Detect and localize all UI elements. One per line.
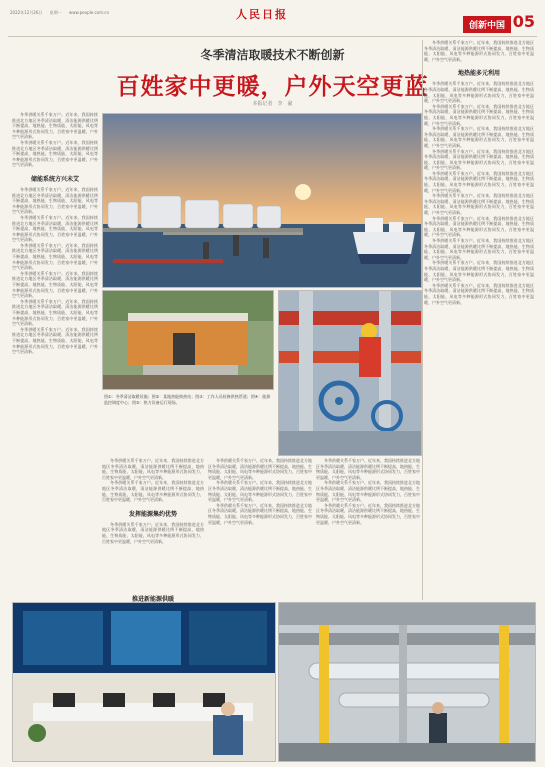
photo-heat-equipment bbox=[278, 602, 536, 762]
paragraph: 冬季供暖关系千家万户。近年来，我国持续推进北方地区冬季清洁取暖，清洁能源供暖比例不断提高，地热能、生物质能、太阳能、风电等多种能源形式协同发力，百姓家中更温暖，户外空气更清新。 bbox=[12, 270, 98, 299]
text-column-right bbox=[424, 40, 534, 598]
paragraph: 冬季供暖关系千家万户。近年来，我国持续推进北方地区冬季清洁取暖，清洁能源供暖比例不断提高，地热能、生物质能、太阳能、风电等多种能源形式协同发力，百姓家中更温暖，户外空气更清新。 bbox=[12, 214, 98, 243]
paragraph: 冬季供暖关系千家万户。近年来，我国持续推进北方地区冬季清洁取暖，清洁能源供暖比例不断提高，地热能、生物质能、太阳能、风电等多种能源形式协同发力，百姓家中更温暖，户外空气更清新。 bbox=[424, 238, 534, 260]
subhead: 地热能多元利用 bbox=[457, 70, 500, 78]
paragraph: 冬季供暖关系千家万户。近年来，我国持续推进北方地区冬季清洁取暖，清洁能源供暖比例不断提高，地热能、生物质能、太阳能、风电等多种能源形式协同发力，百姓家中更温暖，户外空气更清新。 bbox=[208, 458, 312, 480]
website: www.people.com.cn bbox=[68, 10, 110, 15]
paragraph: 冬季供暖关系千家万户。近年来，我国持续推进北方地区冬季清洁取暖，清洁能源供暖比例不断提高，地热能、生物质能、太阳能、风电等多种能源形式协同发力，百姓家中更温暖，户外空气更清新。 bbox=[102, 480, 204, 503]
paragraph: 冬季供暖关系千家万户。近年来，我国持续推进北方地区冬季清洁取暖，清洁能源供暖比例不断提高，地热能、生物质能、太阳能、风电等多种能源形式协同发力，百姓家中更温暖，户外空气更清新。 bbox=[12, 242, 98, 271]
paragraph: 冬季供暖关系千家万户。近年来，我国持续推进北方地区冬季清洁取暖，清洁能源供暖比例不断提高，地热能、生物质能、太阳能、风电等多种能源形式协同发力，百姓家中更温暖，户外空气更清新。 bbox=[208, 480, 312, 503]
paragraph: 冬季供暖关系千家万户。近年来，我国持续推进北方地区冬季清洁取暖，清洁能源供暖比例不断提高，地热能、生物质能、太阳能、风电等多种能源形式协同发力，百姓家中更温暖，户外空气更清新。 bbox=[424, 40, 534, 62]
text-column-1 bbox=[12, 112, 98, 598]
column-divider bbox=[422, 40, 423, 600]
text-column-2 bbox=[102, 458, 204, 598]
paragraph: 冬季供暖关系千家万户。近年来，我国持续推进北方地区冬季清洁取暖，清洁能源供暖比例不断提高，地热能、生物质能、太阳能、风电等多种能源形式协同发力，百姓家中更温暖，户外空气更清新。 bbox=[12, 112, 98, 140]
article-kicker: 冬季清洁取暖技术不断创新 bbox=[200, 48, 345, 62]
dateline bbox=[10, 10, 115, 16]
date: 2022年12月26日 bbox=[10, 10, 43, 15]
paragraph: 冬季供暖关系千家万户。近年来，我国持续推进北方地区冬季清洁取暖，清洁能源供暖比例不断提高，地热能、生物质能、太阳能、风电等多种能源形式协同发力，百姓家中更温暖，户外空气更清新。 bbox=[424, 215, 534, 238]
paragraph: 冬季供暖关系千家万户。近年来，我国持续推进北方地区冬季清洁取暖，清洁能源供暖比例不断提高，地热能、生物质能、太阳能、风电等多种能源形式协同发力，百姓家中更温暖，户外空气更清新。 bbox=[424, 148, 534, 171]
subhead: 推进新能源供暖 bbox=[131, 596, 174, 603]
photo-geothermal-station bbox=[102, 290, 274, 390]
paragraph: 冬季供暖关系千家万户。近年来，我国持续推进北方地区冬季清洁取暖，清洁能源供暖比例不断提高，地热能、生物质能、太阳能、风电等多种能源形式协同发力，百姓家中更温暖，户外空气更清新。 bbox=[12, 326, 98, 355]
paragraph: 冬季供暖关系千家万户。近年来，我国持续推进北方地区冬季清洁取暖，清洁能源供暖比例不断提高，地热能、生物质能、太阳能、风电等多种能源形式协同发力，百姓家中更温暖，户外空气更清新。 bbox=[424, 81, 534, 104]
photo-caption: 图①：冬季清洁取暖设施；图②：某地热能换热站；图③：工作人员检修供热管道；图④：能源监控调度中心；图⑤：热力设备运行现场。 bbox=[104, 394, 271, 405]
subhead: 发挥能源集约优势 bbox=[128, 510, 177, 518]
section-label: 创新中国 bbox=[463, 16, 511, 33]
paragraph: 冬季供暖关系千家万户。近年来，我国持续推进北方地区冬季清洁取暖，清洁能源供暖比例不断提高，地热能、生物质能、太阳能、风电等多种能源形式协同发力，百姓家中更温暖，户外空气更清新。 bbox=[102, 458, 204, 480]
photo-pipe-inspection bbox=[278, 290, 422, 456]
paragraph: 冬季供暖关系千家万户。近年来，我国持续推进北方地区冬季清洁取暖，清洁能源供暖比例不断提高，地热能、生物质能、太阳能、风电等多种能源形式协同发力，百姓家中更温暖，户外空气更清新。 bbox=[12, 186, 98, 215]
paragraph: 冬季供暖关系千家万户。近年来，我国持续推进北方地区冬季清洁取暖，清洁能源供暖比例不断提高，地热能、生物质能、太阳能、风电等多种能源形式协同发力，百姓家中更温暖，户外空气更清新。 bbox=[316, 458, 420, 480]
photo-lng-terminal bbox=[102, 113, 422, 288]
subhead: 储能系统方兴未艾 bbox=[30, 175, 79, 183]
paragraph: 冬季供暖关系千家万户。近年来，我国持续推进北方地区冬季清洁取暖，清洁能源供暖比例不断提高，地热能、生物质能、太阳能、风电等多种能源形式协同发力，百姓家中更温暖，户外空气更清新。 bbox=[12, 298, 98, 327]
text-column-4 bbox=[316, 458, 420, 598]
article-byline: 本报记者 李 豪 bbox=[252, 101, 293, 107]
paragraph: 冬季供暖关系千家万户。近年来，我国持续推进北方地区冬季清洁取暖，清洁能源供暖比例不断提高，地热能、生物质能、太阳能、风电等多种能源形式协同发力，百姓家中更温暖，户外空气更清新。 bbox=[102, 521, 204, 544]
page-number: 05 bbox=[512, 12, 535, 31]
paragraph: 冬季供暖关系千家万户。近年来，我国持续推进北方地区冬季清洁取暖，清洁能源供暖比例不断提高，地热能、生物质能、太阳能、风电等多种能源形式协同发力，百姓家中更温暖，户外空气更清新。 bbox=[424, 126, 534, 148]
masthead-logo: 人民日报 bbox=[236, 8, 288, 21]
text-column-3 bbox=[208, 458, 312, 598]
paragraph: 冬季供暖关系千家万户。近年来，我国持续推进北方地区冬季清洁取暖，清洁能源供暖比例不断提高，地热能、生物质能、太阳能、风电等多种能源形式协同发力，百姓家中更温暖，户外空气更清新。 bbox=[316, 502, 420, 525]
article-headline: 百姓家中更暖，户外天空更蓝 bbox=[116, 73, 429, 100]
paragraph: 冬季供暖关系千家万户。近年来，我国持续推进北方地区冬季清洁取暖，清洁能源供暖比例不断提高，地热能、生物质能、太阳能、风电等多种能源形式协同发力，百姓家中更温暖，户外空气更清新。 bbox=[208, 502, 312, 525]
paragraph: 冬季供暖关系千家万户。近年来，我国持续推进北方地区冬季清洁取暖，清洁能源供暖比例不断提高，地热能、生物质能、太阳能、风电等多种能源形式协同发力，百姓家中更温暖，户外空气更清新。 bbox=[424, 282, 534, 305]
paragraph: 冬季供暖关系千家万户。近年来，我国持续推进北方地区冬季清洁取暖，清洁能源供暖比例不断提高，地热能、生物质能、太阳能、风电等多种能源形式协同发力，百姓家中更温暖，户外空气更清新。 bbox=[424, 170, 534, 193]
photo-control-center bbox=[12, 602, 276, 762]
paragraph: 冬季供暖关系千家万户。近年来，我国持续推进北方地区冬季清洁取暖，清洁能源供暖比例不断提高，地热能、生物质能、太阳能、风电等多种能源形式协同发力，百姓家中更温暖，户外空气更清新。 bbox=[424, 260, 534, 283]
paragraph: 冬季供暖关系千家万户。近年来，我国持续推进北方地区冬季清洁取暖，清洁能源供暖比例不断提高，地热能、生物质能、太阳能、风电等多种能源形式协同发力，百姓家中更温暖，户外空气更清新。 bbox=[316, 480, 420, 503]
weekday: 星期一 bbox=[49, 10, 62, 15]
paragraph: 冬季供暖关系千家万户。近年来，我国持续推进北方地区冬季清洁取暖，清洁能源供暖比例不断提高，地热能、生物质能、太阳能、风电等多种能源形式协同发力，百姓家中更温暖，户外空气更清新。 bbox=[12, 139, 98, 168]
page-header bbox=[8, 6, 537, 37]
paragraph: 冬季供暖关系千家万户。近年来，我国持续推进北方地区冬季清洁取暖，清洁能源供暖比例不断提高，地热能、生物质能、太阳能、风电等多种能源形式协同发力，百姓家中更温暖，户外空气更清新。 bbox=[424, 193, 534, 216]
paragraph: 冬季供暖关系千家万户。近年来，我国持续推进北方地区冬季清洁取暖，清洁能源供暖比例不断提高，地热能、生物质能、太阳能、风电等多种能源形式协同发力，百姓家中更温暖，户外空气更清新。 bbox=[424, 103, 534, 126]
